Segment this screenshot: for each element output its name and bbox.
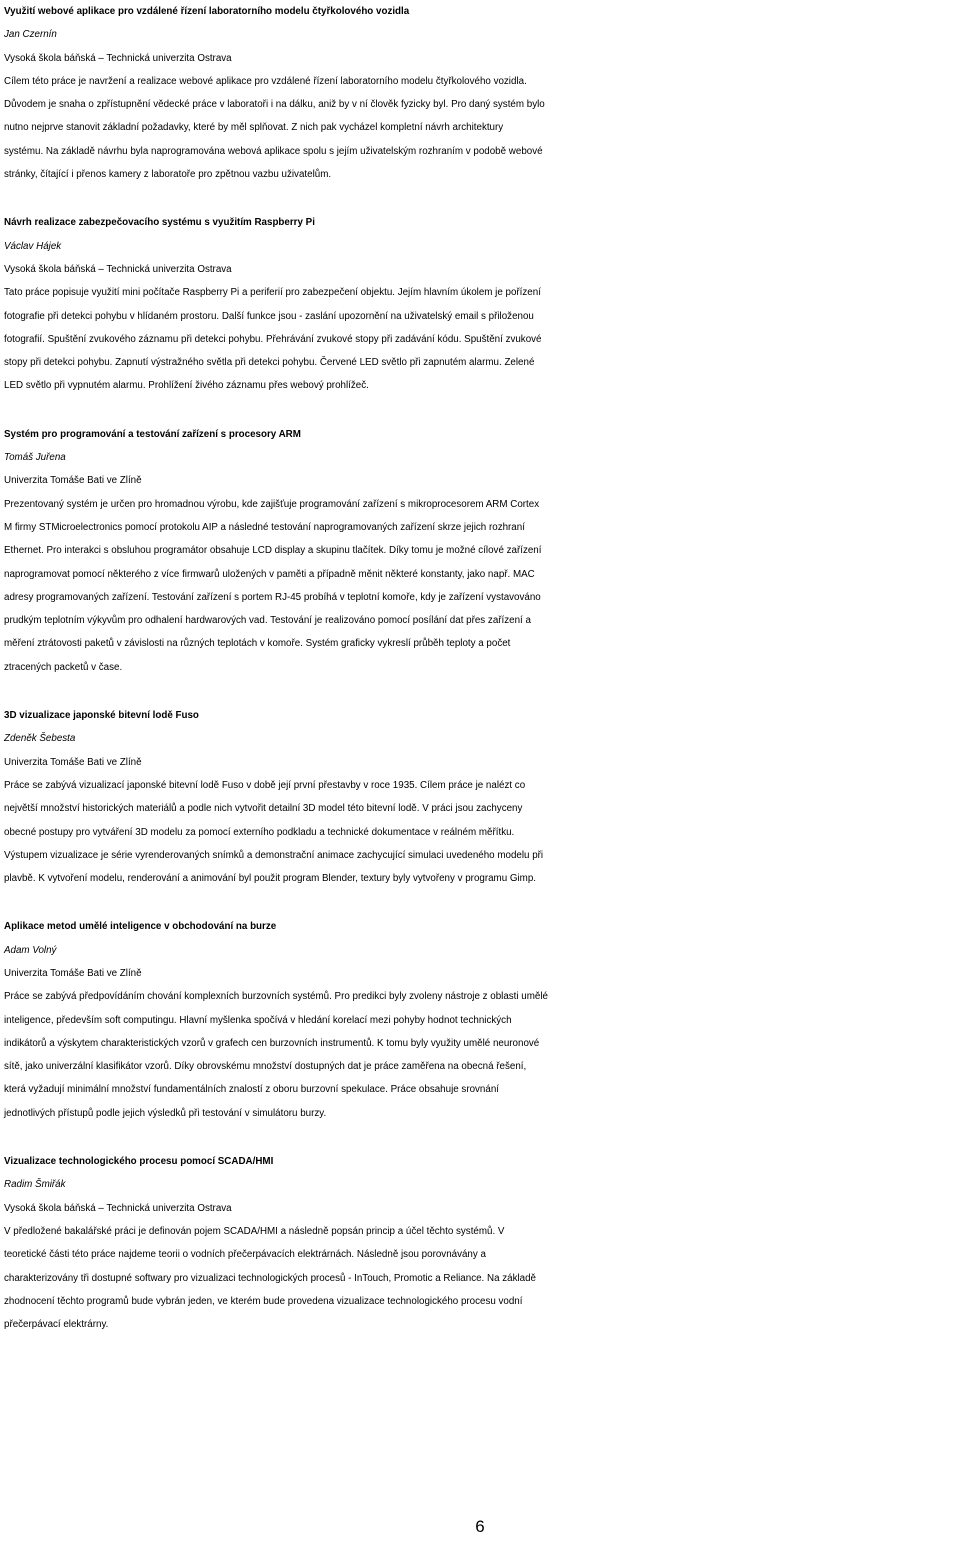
abstract-line: sítě, jako univerzální klasifikátor vzorů. Díky obrovskému množství dostupných dat je práce zaměřena na obecná řešení, <box>4 1061 527 1073</box>
entry-author: Tomáš Juřena <box>4 452 66 464</box>
abstract-line: Výstupem vizualizace je série vyrenderovaných snímků a demonstrační animace zachycující simulaci uvedeného modelu při <box>4 849 544 861</box>
abstract-line: teoretické části této práce najdeme teorii o vodních přečerpávacích elektrárnách. Následně jsou porovnávány a <box>4 1249 486 1261</box>
abstract-line: naprogramovat pomocí některého z více firmwarů uložených v paměti a případně měnit některé konstanty, jako např. MAC <box>4 568 535 580</box>
entry-author: Zdeněk Šebesta <box>4 733 76 745</box>
entry-author: Adam Volný <box>4 944 57 956</box>
abstract-line: adresy programovaných zařízení. Testování zařízení s portem RJ-45 probíhá v teplotní komoře, kdy je zařízení vystavováno <box>4 591 541 603</box>
abstract-line: plavbě. K vytvoření modelu, renderování a animování byl použit program Blender, textury byly vytvořeny v programu Gimp. <box>4 873 537 885</box>
abstract-line: inteligence, především soft computingu. Hlavní myšlenka spočívá v hledání korelací mezi pohyby hodnot technických <box>4 1014 512 1026</box>
entry-4 <box>4 704 956 890</box>
abstract-line: největší množství historických materiálů a podle nich vytvořit detailní 3D model této bitevní lodě. V práci jsou zachyceny <box>4 803 523 815</box>
entry-author: Jan Czernín <box>4 29 57 41</box>
abstract-line: Tato práce popisuje využití mini počítače Raspberry Pi a periferií pro zabezpečení objektu. Jejím hlavním úkolem je pořízení <box>4 287 541 299</box>
abstract-line: obecné postupy pro vytváření 3D modelu za pomocí externího podkladu a technické dokumentace v reálném měřítku. <box>4 826 515 838</box>
abstract-line: Důvodem je snaha o zpřístupnění vědecké práce v laboratoři i na dálku, aniž by v ní člověk fyzicky byl. Pro daný systém bylo <box>4 99 545 111</box>
abstract-line: stránky, čítající i přenos kamery z laboratoře pro zpětnou vazbu uživatelům. <box>4 169 332 181</box>
abstract-line: fotografie při detekci pohybu v hlídaném prostoru. Další funkce jsou - zaslání upozornění na uživatelský email s přiloženou <box>4 310 534 322</box>
abstract-line: M firmy STMicroelectronics pomocí protokolu AIP a následné testování naprogramovaných zařízení skrze jejich rozhraní <box>4 521 525 533</box>
abstract-line: Práce se zabývá předpovídáním chování komplexních burzovních systémů. Pro predikci byly zvoleny nástroje z oblasti umělé <box>4 991 548 1003</box>
abstract-line: V předložené bakalářské práci je definován pojem SCADA/HMI a následně popsán princip a účel těchto systémů. V <box>4 1225 505 1237</box>
abstract-line: měření ztrátovosti paketů v závislosti na různých teplotách v komoře. Systém graficky vykreslí průběh teploty a počet <box>4 638 511 650</box>
abstract-line: Cílem této práce je navržení a realizace webové aplikace pro vzdálené řízení laboratorního modelu čtyřkolového vozidla. <box>4 75 527 87</box>
entry-school: Univerzita Tomáše Bati ve Zlíně <box>4 967 142 979</box>
entry-6 <box>4 1150 956 1336</box>
entry-title: Využití webové aplikace pro vzdálené řízení laboratorního modelu čtyřkolového vozidla <box>4 6 410 17</box>
abstract-line: přečerpávací elektrárny. <box>4 1319 109 1331</box>
entry-author: Radim Šmiřák <box>4 1179 66 1191</box>
abstract-line: LED světlo při vypnutém alarmu. Prohlížení živého záznamu přes webový prohlížeč. <box>4 380 369 392</box>
abstract-line: prudkým teplotním výkyvům pro odhalení hardwarových vad. Testování je realizováno pomocí posílání dat přes zařízení a <box>4 615 531 627</box>
abstract-line: fotografií. Spuštění zvukového záznamu při detekci pohybu. Přehrávání zvukové stopy při zadávání kódu. Spuštění zvukové <box>4 333 542 345</box>
entry-school: Univerzita Tomáše Bati ve Zlíně <box>4 756 142 768</box>
entry-title: 3D vizualizace japonské bitevní lodě Fuso <box>4 710 199 722</box>
entry-title: Systém pro programování a testování zařízení s procesory ARM <box>4 428 301 440</box>
entry-1 <box>4 0 956 186</box>
entry-title: Aplikace metod umělé inteligence v obchodování na burze <box>4 921 277 933</box>
abstract-line: Ethernet. Pro interakci s obsluhou programátor obsahuje LCD display a skupinu tlačítek. Díky tomu je možné cílové zařízení <box>4 545 542 557</box>
entry-3 <box>4 423 956 679</box>
abstract-line: indikátorů a výskytem charakteristických vzorů v grafech cen burzovních instrumentů. K tomu byly využity umělé neuronové <box>4 1037 540 1049</box>
entry-5 <box>4 915 956 1125</box>
entry-2 <box>4 211 956 397</box>
abstract-line: zhodnocení těchto programů bude vybrán jeden, ve kterém bude provedena vizualizace technologického procesu vodní <box>4 1295 523 1307</box>
abstract-line: Prezentovaný systém je určen pro hromadnou výrobu, kde zajišťuje programování zařízení s mikroprocesorem ARM Cortex <box>4 498 540 510</box>
entry-school: Univerzita Tomáše Bati ve Zlíně <box>4 475 142 487</box>
entry-school: Vysoká škola báňská – Technická univerzita Ostrava <box>4 1202 232 1214</box>
abstract-line: která vyžadují minimální množství fundamentálních znalostí z oboru burzovní spekulace. Práce obsahuje srovnání <box>4 1084 500 1096</box>
abstract-line: systému. Na základě návrhu byla naprogramována webová aplikace spolu s jejím uživatelským rozhraním v podobě webové <box>4 145 543 157</box>
entry-title: Návrh realizace zabezpečovacího systému s využitím Raspberry Pi <box>4 217 315 229</box>
entry-title: Vizualizace technologického procesu pomocí SCADA/HMI <box>4 1156 274 1168</box>
abstract-line: ztracených packetů v čase. <box>4 661 123 673</box>
abstract-line: stopy při detekci pohybu. Zapnutí výstražného světla při detekci pohybu. Červené LED světlo při zapnutém alarmu. Zelené <box>4 357 535 369</box>
document-page <box>4 0 956 1336</box>
entry-school: Vysoká škola báňská – Technická univerzita Ostrava <box>4 263 232 275</box>
abstract-line: jednotlivých přístupů podle jejich výsledků při testování v simulátoru burzy. <box>4 1107 327 1119</box>
page-number: 6 <box>475 1517 485 1536</box>
entry-author: Václav Hájek <box>4 240 62 252</box>
abstract-line: charakterizovány tři dostupné softwary pro vizualizaci technologických procesů - InTouch, Promotic a Reliance. Na základě <box>4 1272 537 1284</box>
abstract-line: Práce se zabývá vizualizací japonské bitevní lodě Fuso v době její první přestavby v roce 1935. Cílem práce je nalézt co <box>4 779 526 791</box>
abstract-line: nutno nejprve stanovit základní požadavky, které by měl splňovat. Z nich pak vycházel kompletní návrh architektury <box>4 122 504 134</box>
entry-school: Vysoká škola báňská – Technická univerzita Ostrava <box>4 52 232 64</box>
